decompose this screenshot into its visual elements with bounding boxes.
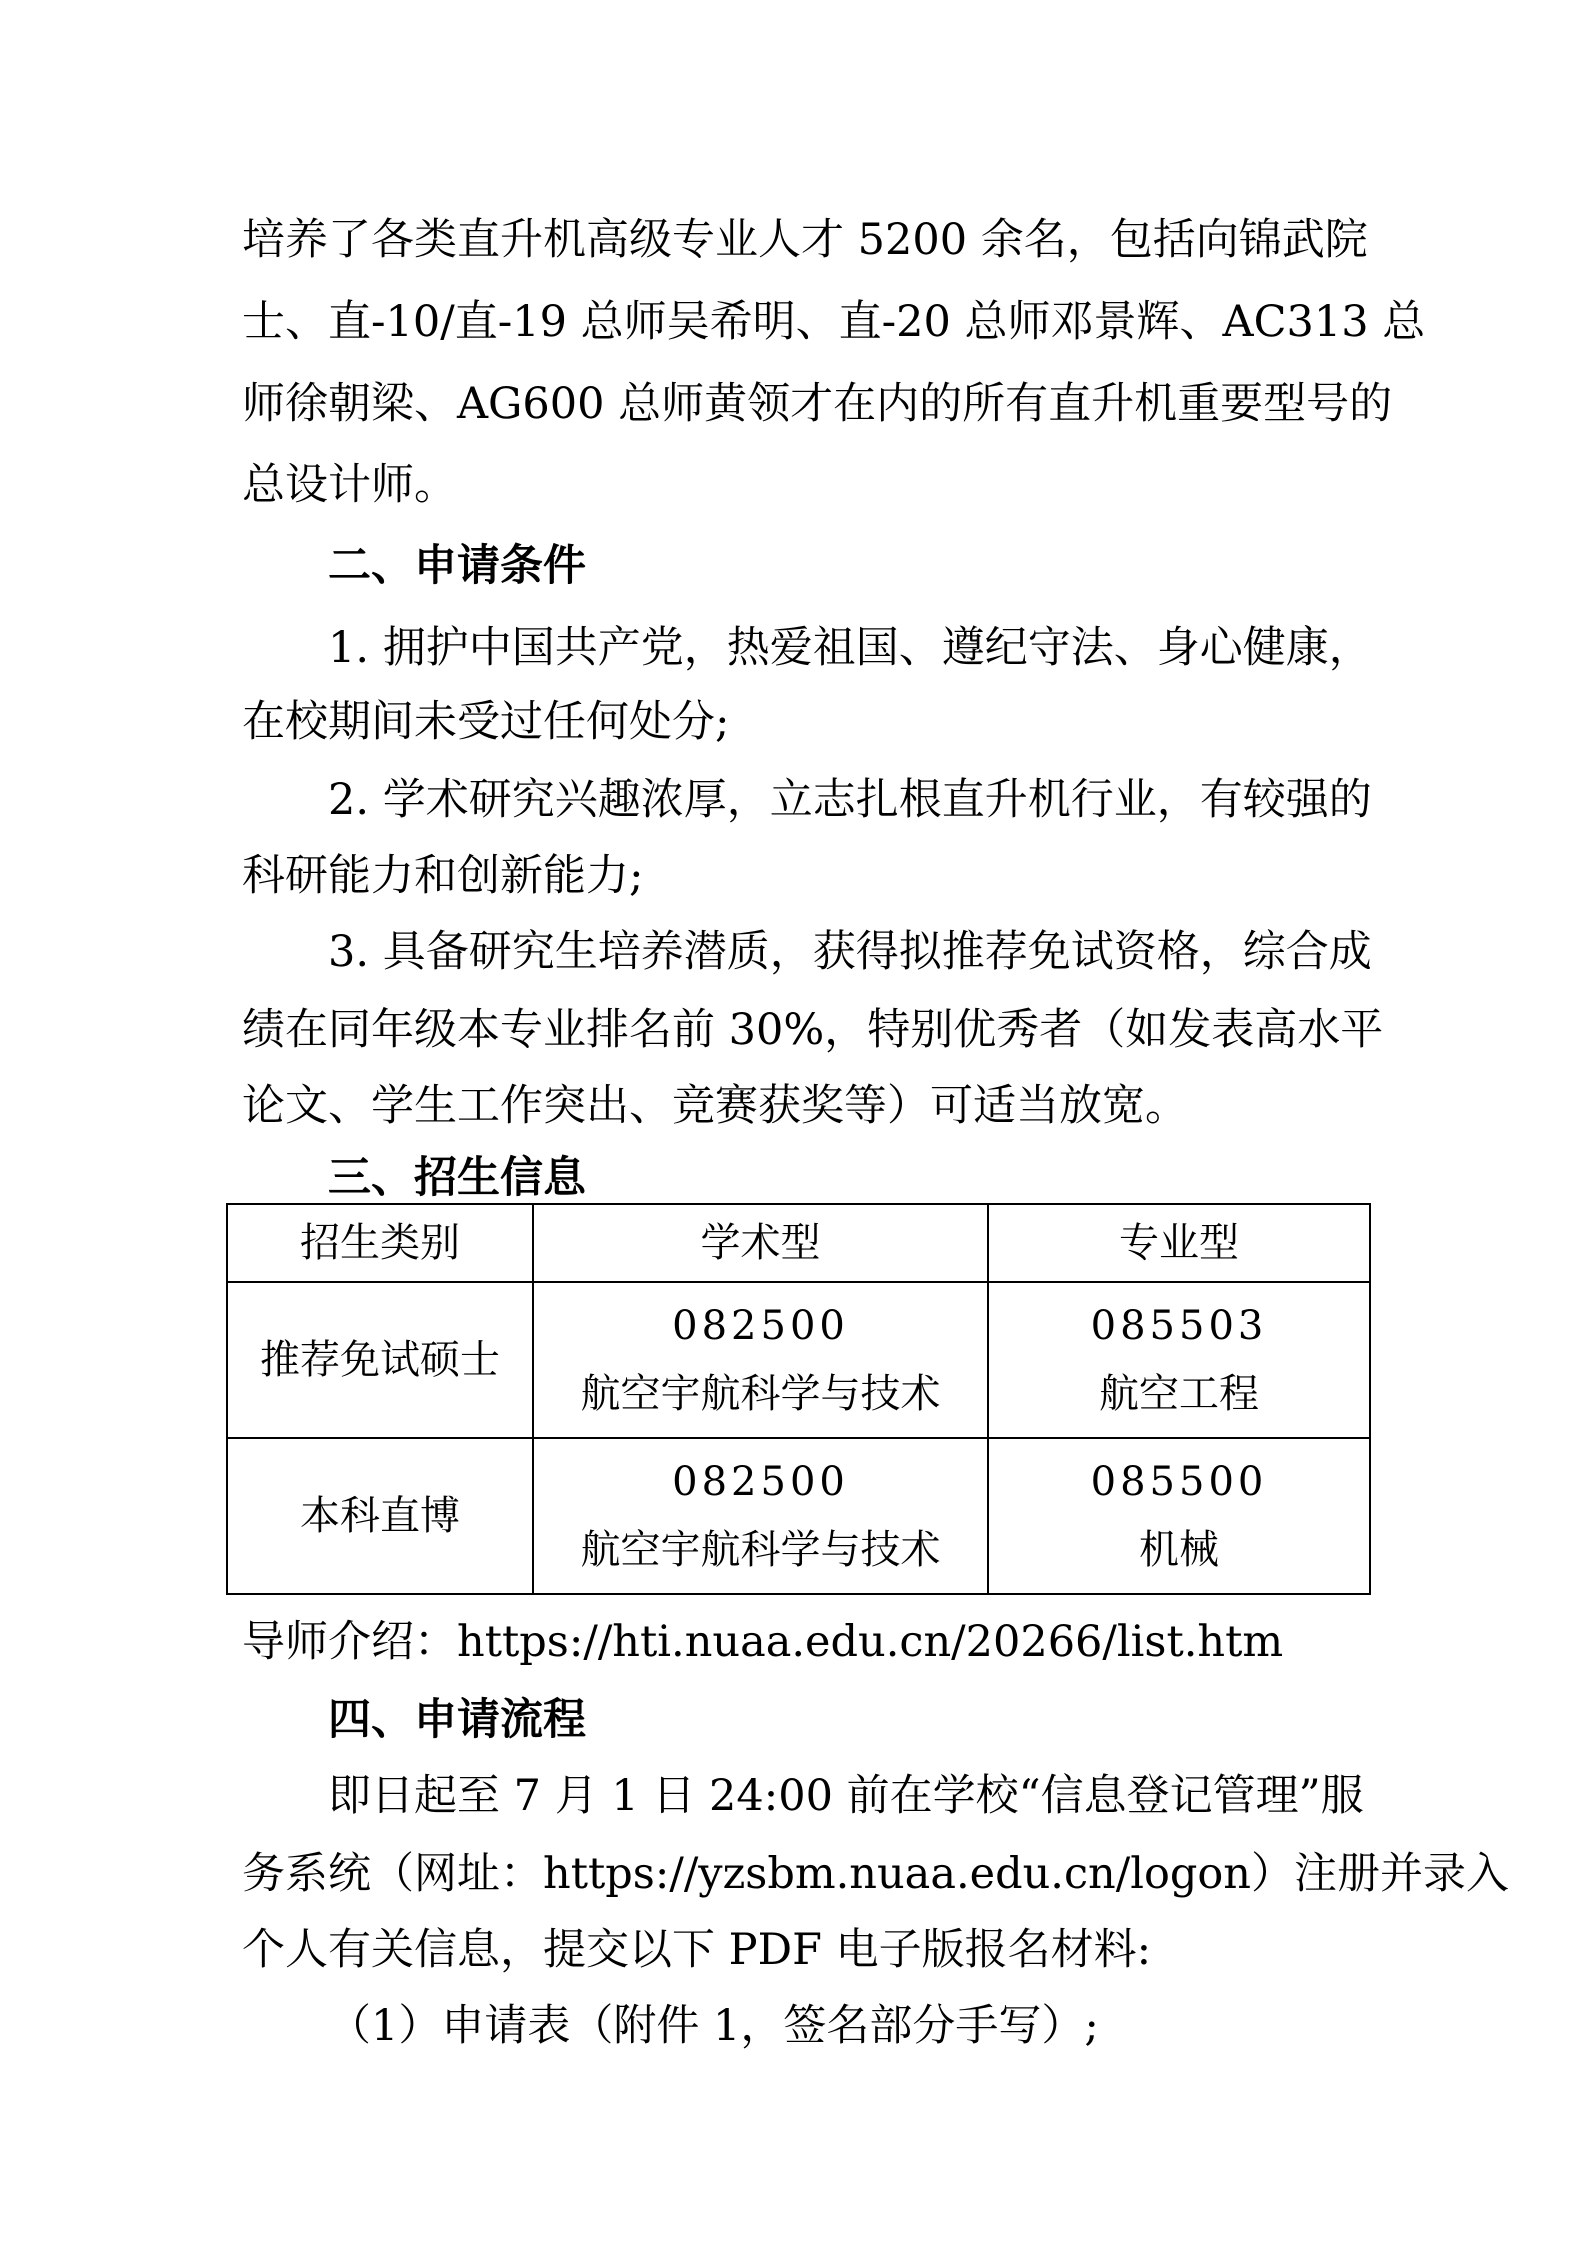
admission-table: [226, 1203, 1371, 1595]
condition-1-line-2: 在校期间未受过任何处分;: [242, 697, 730, 747]
condition-2-line-2: 科研能力和创新能力;: [242, 851, 644, 901]
table-row: [227, 1282, 1370, 1438]
condition-3-line-1: 3. 具备研究生培养潜质，获得拟推荐免试资格，综合成: [328, 927, 1372, 977]
professional-cell: [988, 1438, 1370, 1594]
procedure-line-1: 即日起至 7 月 1 日 24:00 前在学校“信息登记管理”服: [328, 1771, 1364, 1821]
intro-line-4: 总设计师。: [242, 460, 457, 510]
academic-code: 082500: [672, 1459, 849, 1505]
academic-cell: [533, 1282, 988, 1438]
academic-cell: [533, 1438, 988, 1594]
section-heading-conditions: 二、申请条件: [328, 541, 586, 591]
intro-line-2: 士、直-10/直-19 总师吴希明、直-20 总师邓景辉、AC313 总: [242, 297, 1426, 347]
table-header-row: [227, 1204, 1370, 1282]
section-heading-procedure: 四、申请流程: [328, 1695, 586, 1745]
professional-cell: [988, 1282, 1370, 1438]
intro-line-3: 师徐朝梁、AG600 总师黄领才在内的所有直升机重要型号的: [242, 379, 1393, 429]
header-category: 招生类别: [227, 1204, 533, 1282]
professional-name: 航空工程: [1099, 1371, 1259, 1417]
intro-line-1: 培养了各类直升机高级专业人才 5200 余名，包括向锦武院: [242, 215, 1368, 265]
header-professional: 专业型: [988, 1204, 1370, 1282]
row-category: 本科直博: [227, 1438, 533, 1594]
condition-1-line-1: 1. 拥护中国共产党，热爱祖国、遵纪守法、身心健康，: [328, 623, 1372, 673]
procedure-line-2: 务系统（网址：https://yzsbm.nuaa.edu.cn/logon）注册并录入: [242, 1849, 1509, 1899]
academic-name: 航空宇航科学与技术: [580, 1527, 941, 1573]
professional-code: 085503: [1090, 1303, 1268, 1349]
section-heading-admission: 三、招生信息: [328, 1153, 586, 1203]
academic-name: 航空宇航科学与技术: [580, 1371, 941, 1417]
advisor-link-line[interactable]: 导师介绍：https://hti.nuaa.edu.cn/20266/list.htm: [242, 1617, 1284, 1667]
row-category: 推荐免试硕士: [227, 1282, 533, 1438]
condition-3-line-3: 论文、学生工作突出、竞赛获奖等）可适当放宽。: [242, 1081, 1188, 1131]
condition-3-line-2: 绩在同年级本专业排名前 30%，特别优秀者（如发表高水平: [242, 1005, 1384, 1055]
procedure-line-3: 个人有关信息，提交以下 PDF 电子版报名材料:: [242, 1925, 1152, 1975]
header-academic: 学术型: [533, 1204, 988, 1282]
professional-name: 机械: [1139, 1527, 1219, 1573]
procedure-item-1: （1）申请表（附件 1，签名部分手写）;: [328, 2001, 1099, 2051]
professional-code: 085500: [1090, 1459, 1268, 1505]
condition-2-line-1: 2. 学术研究兴趣浓厚，立志扎根直升机行业，有较强的: [328, 775, 1372, 825]
academic-code: 082500: [672, 1303, 849, 1349]
table-row: [227, 1438, 1370, 1594]
